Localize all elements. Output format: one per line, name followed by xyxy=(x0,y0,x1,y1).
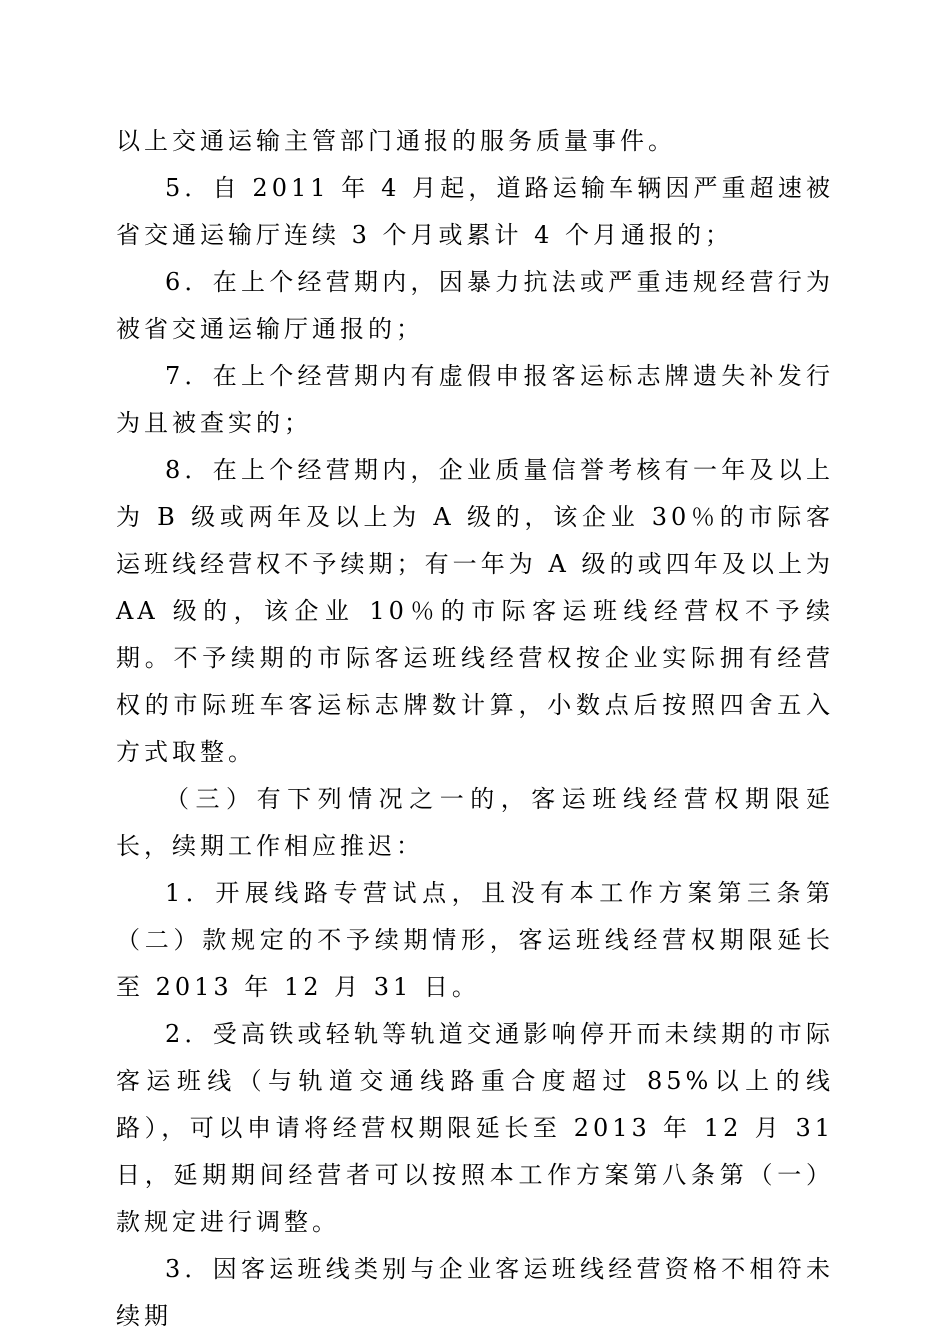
paragraph-item-6: 6．在上个经营期内，因暴力抗法或严重违规经营行为被省交通运输厅通报的； xyxy=(116,268,834,343)
paragraph-continuation: 以上交通运输主管部门通报的服务质量事件。 xyxy=(116,127,676,155)
document-page xyxy=(116,118,834,1340)
paragraph-subitem-2: 2．受高铁或轻轨等轨道交通影响停开而未续期的市际客运班线（与轨道交通线路重合度超过 85%以上的线路），可以申请将经营权期限延长至 2013 年 12 月 31 日，延期期间经营者可以按照本工作方案第八条第（一）款规定进行调整。 xyxy=(116,1020,834,1236)
paragraph-section-3: （三）有下列情况之一的，客运班线经营权期限延长，续期工作相应推迟： xyxy=(116,785,834,860)
paragraph-item-8: 8．在上个经营期内，企业质量信誉考核有一年及以上为 B 级或两年及以上为 A 级的，该企业 30％的市际客运班线经营权不予续期；有一年为 A 级的或四年及以上为 AA 级的，该企业 10％的市际客运班线经营权不予续期。不予续期的市际客运班线经营权按企业实际拥有经营权的市际班车客运标志牌数计算，小数点后按照四舍五入方式取整。 xyxy=(116,456,834,766)
paragraph-subitem-1: 1．开展线路专营试点，且没有本工作方案第三条第（二）款规定的不予续期情形，客运班线经营权期限延长至 2013 年 12 月 31 日。 xyxy=(116,879,834,1001)
paragraph-item-5: 5．自 2011 年 4 月起，道路运输车辆因严重超速被省交通运输厅连续 3 个月或累计 4 个月通报的； xyxy=(116,174,834,249)
paragraph-item-7: 7．在上个经营期内有虚假申报客运标志牌遗失补发行为且被查实的； xyxy=(116,362,834,437)
paragraph-subitem-3: 3．因客运班线类别与企业客运班线经营资格不相符未续期 xyxy=(116,1255,834,1330)
